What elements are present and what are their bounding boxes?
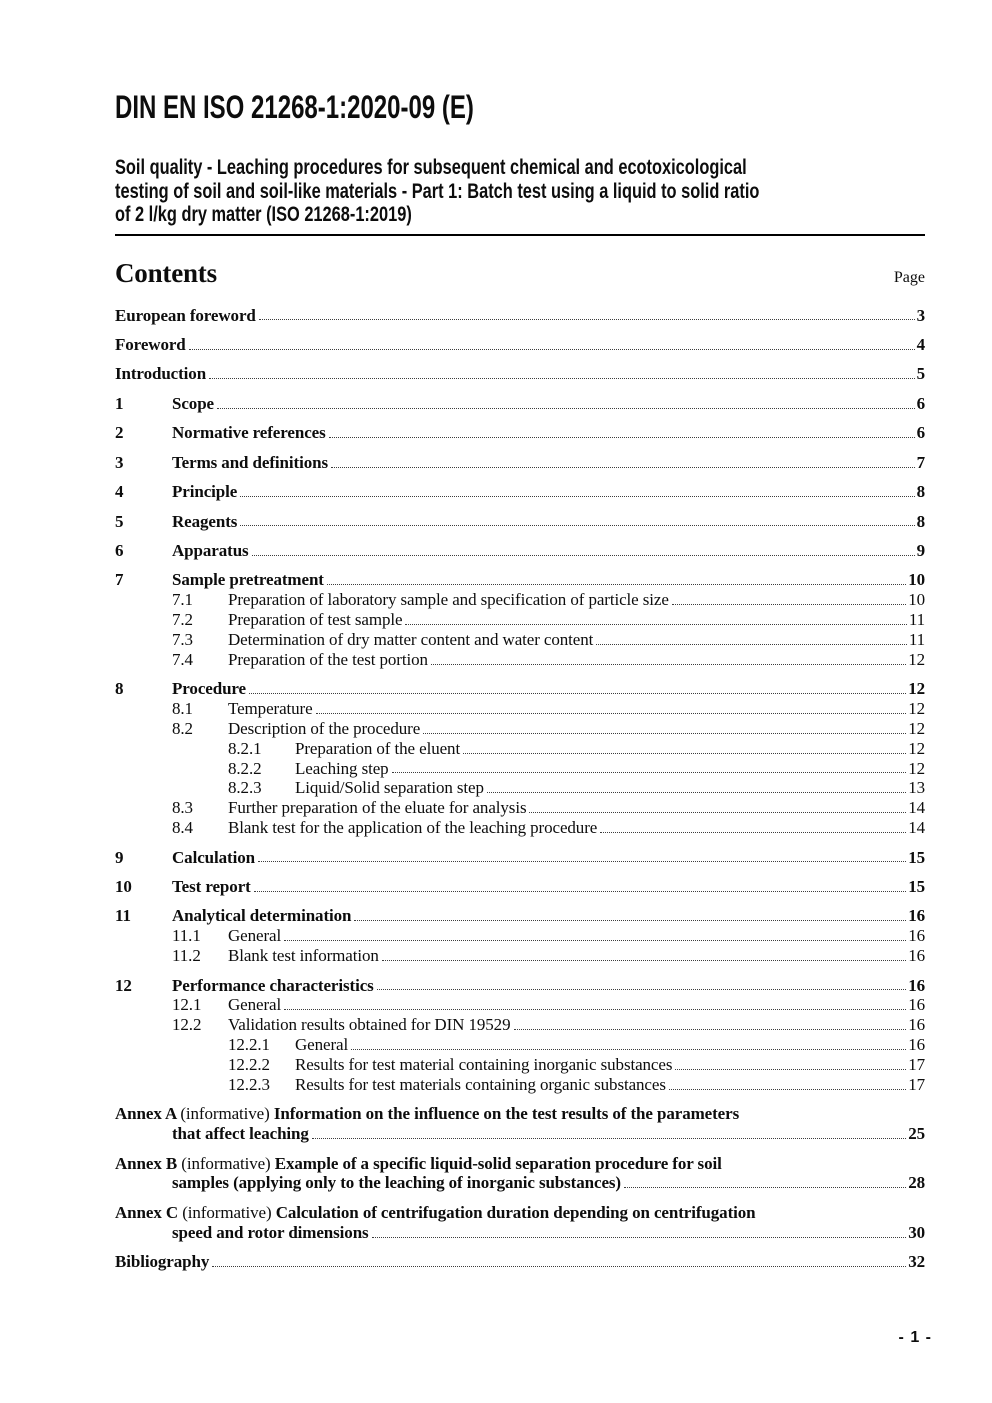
toc-number: 8.2.2 xyxy=(228,758,262,778)
dot-leader xyxy=(209,378,915,379)
toc-number: 7.2 xyxy=(172,610,193,630)
toc-title: Preparation of test sample xyxy=(228,610,403,630)
document-title xyxy=(115,156,925,236)
annex-continuation-line xyxy=(115,1124,925,1144)
annex-qualifier: (informative) xyxy=(182,1202,272,1222)
toc-number: 11.1 xyxy=(172,926,201,946)
dot-leader xyxy=(463,753,906,754)
annex-heading-line xyxy=(115,1104,925,1124)
toc-title: Bibliography xyxy=(115,1252,210,1272)
toc-number: 6 xyxy=(115,541,124,560)
dot-leader xyxy=(529,812,906,813)
toc-number: 11 xyxy=(115,906,131,926)
toc-title: General xyxy=(295,1035,349,1055)
toc-entry[interactable] xyxy=(115,364,925,384)
toc-title: Results for test materials containing organic substances xyxy=(295,1074,666,1094)
toc-title: Analytical determination xyxy=(172,906,352,926)
toc-entry[interactable] xyxy=(115,976,925,996)
toc-page-number: 5 xyxy=(916,364,925,384)
toc-entry-annex[interactable] xyxy=(115,1154,925,1194)
dot-leader xyxy=(382,960,906,961)
toc-entry[interactable] xyxy=(115,1055,925,1075)
toc-entry[interactable] xyxy=(115,541,925,561)
toc-number: 5 xyxy=(115,511,124,531)
toc-page-number: 12 xyxy=(908,718,925,738)
toc-title: Terms and definitions xyxy=(172,452,328,472)
dot-leader xyxy=(392,772,907,773)
toc-number: 8.4 xyxy=(172,818,193,838)
dot-leader xyxy=(624,1187,906,1188)
document-title-line-2: testing of soil and soil-like materials - Part 1: Batch test using a liquid to solid ratio xyxy=(115,179,760,203)
dot-leader xyxy=(212,1266,906,1267)
toc-entry[interactable] xyxy=(115,778,925,798)
toc-number: 10 xyxy=(115,877,132,897)
dot-leader xyxy=(284,1009,906,1010)
dot-leader xyxy=(327,584,906,585)
toc-number: 4 xyxy=(115,482,124,502)
toc-page-number: 12 xyxy=(908,738,925,758)
toc-number: 7.1 xyxy=(172,590,193,610)
toc-number: 8.3 xyxy=(172,798,193,818)
toc-number: 1 xyxy=(115,393,124,413)
toc-entry[interactable] xyxy=(115,818,925,838)
toc-page-number: 12 xyxy=(908,699,925,719)
toc-entry[interactable] xyxy=(115,610,925,630)
toc-page-number: 15 xyxy=(908,877,925,897)
toc-title: Sample pretreatment xyxy=(172,570,324,590)
toc-title: Procedure xyxy=(172,679,247,699)
toc-page-number: 6 xyxy=(916,393,925,413)
toc-title: Preparation of the eluent xyxy=(295,738,461,758)
dot-leader xyxy=(431,664,906,665)
toc-title: Blank test information xyxy=(228,946,379,966)
toc-entry[interactable] xyxy=(115,512,925,532)
toc-page-number: 16 xyxy=(908,906,925,926)
toc-title: Normative references xyxy=(172,423,326,443)
annex-heading-line xyxy=(115,1154,925,1174)
dot-leader xyxy=(331,467,915,468)
toc-number: 7 xyxy=(115,570,124,590)
contents-header xyxy=(115,258,925,289)
annex-continuation-line xyxy=(115,1223,925,1243)
toc-page-number: 16 xyxy=(908,1035,925,1055)
annex-label: Annex B xyxy=(115,1153,178,1173)
toc-entry[interactable] xyxy=(115,650,925,670)
toc-page-number: 7 xyxy=(916,452,925,472)
toc-entry-annex[interactable] xyxy=(115,1203,925,1243)
toc-page-number: 28 xyxy=(908,1173,925,1193)
toc-title: Test report xyxy=(172,877,251,897)
toc-page-number: 14 xyxy=(908,818,925,838)
dot-leader xyxy=(354,920,906,921)
toc-entry[interactable] xyxy=(115,306,925,326)
toc-title: Preparation of the test portion xyxy=(228,649,428,669)
toc-list xyxy=(115,306,925,1272)
toc-title: General xyxy=(228,926,282,946)
annex-title-line-1: Information on the influence on the test results of the parameters xyxy=(273,1104,740,1124)
toc-entry[interactable] xyxy=(115,798,925,818)
toc-page-number: 4 xyxy=(916,334,925,354)
toc-entry[interactable] xyxy=(115,453,925,473)
dot-leader xyxy=(377,989,907,990)
toc-page-number: 17 xyxy=(908,1054,925,1074)
toc-page-number: 17 xyxy=(908,1074,925,1094)
toc-page-number: 32 xyxy=(908,1252,925,1272)
annex-title-line-2: speed and rotor dimensions xyxy=(172,1222,369,1242)
document-title-line-1: Soil quality - Leaching procedures for subsequent chemical and ecotoxicological xyxy=(115,156,747,179)
annex-continuation-line xyxy=(115,1173,925,1193)
toc-title: Preparation of laboratory sample and specification of particle size xyxy=(228,590,669,610)
dot-leader xyxy=(405,624,906,625)
document-number-text: DIN EN ISO 21268-1:2020-09 (E) xyxy=(115,89,474,125)
toc-number: 11.2 xyxy=(172,946,201,966)
annex-title-line-1: Example of a specific liquid-solid separation procedure for soil xyxy=(274,1153,722,1173)
toc-title: Results for test material containing inorganic substances xyxy=(295,1054,673,1074)
annex-qualifier: (informative) xyxy=(180,1104,270,1124)
toc-page-number: 11 xyxy=(908,629,925,649)
annex-qualifier: (informative) xyxy=(181,1153,271,1173)
dot-leader xyxy=(240,496,914,497)
toc-page-number: 16 xyxy=(908,946,925,966)
toc-entry[interactable] xyxy=(115,1075,925,1095)
toc-title: Introduction xyxy=(115,364,207,384)
dot-leader xyxy=(312,1138,906,1139)
toc-entry[interactable] xyxy=(115,848,925,868)
toc-number: 8.1 xyxy=(172,699,193,719)
toc-number: 8.2 xyxy=(172,718,193,738)
toc-title: Temperature xyxy=(228,699,313,719)
toc-entry[interactable] xyxy=(115,1252,925,1272)
toc-entry-annex[interactable] xyxy=(115,1104,925,1144)
toc-entry[interactable] xyxy=(115,423,925,443)
toc-entry[interactable] xyxy=(115,995,925,1015)
toc-title: Further preparation of the eluate for analysis xyxy=(228,798,527,818)
toc-title: Foreword xyxy=(115,334,186,354)
toc-entry[interactable] xyxy=(115,926,925,946)
dot-leader xyxy=(669,1089,906,1090)
dot-leader xyxy=(596,644,907,645)
toc-title: Performance characteristics xyxy=(172,975,374,995)
toc-page-number: 16 xyxy=(908,1015,925,1035)
toc-number: 12.1 xyxy=(172,995,202,1015)
toc-number: 12.2.3 xyxy=(228,1074,270,1094)
toc-number: 8.2.3 xyxy=(228,778,262,798)
toc-entry[interactable] xyxy=(115,906,925,926)
toc-number: 8 xyxy=(115,679,124,699)
document-title-line-3: of 2 l/kg dry matter (ISO 21268-1:2019) xyxy=(115,203,412,226)
dot-leader xyxy=(351,1049,906,1050)
toc-number: 8.2.1 xyxy=(228,738,262,758)
toc-entry[interactable] xyxy=(115,759,925,779)
dot-leader xyxy=(423,733,906,734)
toc-entry[interactable] xyxy=(115,335,925,355)
toc-page-number: 8 xyxy=(916,482,925,502)
dot-leader xyxy=(672,604,906,605)
toc-title: Liquid/Solid separation step xyxy=(295,778,484,798)
dot-leader xyxy=(252,555,915,556)
toc-title: Apparatus xyxy=(172,541,249,560)
dot-leader xyxy=(259,319,915,320)
toc-entry[interactable] xyxy=(115,719,925,739)
toc-title: Leaching step xyxy=(295,758,389,778)
toc-entry[interactable] xyxy=(115,699,925,719)
annex-title-line-2: that affect leaching xyxy=(172,1124,309,1144)
toc-page-number: 11 xyxy=(908,610,925,630)
toc-page-number: 12 xyxy=(908,649,925,669)
dot-leader xyxy=(316,713,907,714)
toc-page-number: 16 xyxy=(908,926,925,946)
toc-title: Scope xyxy=(172,393,215,413)
toc-number: 7.4 xyxy=(172,649,193,669)
toc-page-number: 6 xyxy=(916,423,925,443)
toc-entry[interactable] xyxy=(115,877,925,897)
page-content xyxy=(115,0,925,1272)
toc-title: Determination of dry matter content and water content xyxy=(228,629,594,649)
dot-leader xyxy=(249,693,906,694)
annex-title-line-1: Calculation of centrifugation duration depending on centrifugation xyxy=(275,1202,756,1222)
toc-number: 7.3 xyxy=(172,629,193,649)
toc-entry[interactable] xyxy=(115,630,925,650)
toc-page-number: 10 xyxy=(908,590,925,610)
toc-number: 12.2.2 xyxy=(228,1054,270,1074)
document-number xyxy=(115,90,925,124)
annex-label: Annex A xyxy=(115,1104,177,1124)
toc-title: Reagents xyxy=(172,511,238,531)
toc-page-number: 8 xyxy=(916,511,925,531)
dot-leader xyxy=(254,891,906,892)
toc-page-number: 25 xyxy=(908,1124,925,1144)
toc-entry[interactable] xyxy=(115,946,925,966)
dot-leader xyxy=(514,1029,907,1030)
toc-number: 12.2 xyxy=(172,1015,202,1035)
toc-entry[interactable] xyxy=(115,1035,925,1055)
toc-page-number: 15 xyxy=(908,847,925,867)
toc-entry[interactable] xyxy=(115,679,925,699)
toc-page-number: 16 xyxy=(908,995,925,1015)
toc-page-number: 30 xyxy=(908,1222,925,1242)
dot-leader xyxy=(600,832,906,833)
toc-page-number: 13 xyxy=(908,778,925,798)
toc-entry[interactable] xyxy=(115,394,925,414)
toc-title: Principle xyxy=(172,482,238,502)
toc-title: General xyxy=(228,995,282,1015)
toc-title: European foreword xyxy=(115,305,256,325)
dot-leader xyxy=(240,525,914,526)
dot-leader xyxy=(329,437,915,438)
toc-page-number: 3 xyxy=(916,305,925,325)
dot-leader xyxy=(258,861,906,862)
annex-title-line-2: samples (applying only to the leaching of inorganic substances) xyxy=(172,1173,621,1193)
toc-entry[interactable] xyxy=(115,590,925,610)
toc-number: 3 xyxy=(115,452,124,472)
toc-page-number: 12 xyxy=(908,679,925,699)
toc-title: Calculation xyxy=(172,847,255,867)
dot-leader xyxy=(284,940,906,941)
annex-heading-line xyxy=(115,1203,925,1223)
toc-entry[interactable] xyxy=(115,739,925,759)
dot-leader xyxy=(372,1237,907,1238)
toc-page-number: 16 xyxy=(908,975,925,995)
toc-page-number: 9 xyxy=(916,541,925,560)
toc-number: 2 xyxy=(115,423,124,443)
dot-leader xyxy=(487,792,906,793)
footer-page-number: - 1 - xyxy=(898,1329,932,1346)
toc-page-number: 10 xyxy=(908,570,925,590)
page-column-label: Page xyxy=(893,268,925,286)
dot-leader xyxy=(217,408,915,409)
toc-title: Validation results obtained for DIN 19529 xyxy=(228,1015,511,1035)
annex-label: Annex C xyxy=(115,1202,179,1222)
toc-entry[interactable] xyxy=(115,570,925,590)
toc-entry[interactable] xyxy=(115,482,925,502)
toc-title: Description of the procedure xyxy=(228,718,421,738)
toc-title: Blank test for the application of the leaching procedure xyxy=(228,818,598,838)
toc-page-number: 12 xyxy=(908,758,925,778)
dot-leader xyxy=(675,1069,906,1070)
contents-heading: Contents xyxy=(115,257,217,288)
toc-page-number: 14 xyxy=(908,798,925,818)
toc-entry[interactable] xyxy=(115,1015,925,1035)
toc-number: 12 xyxy=(115,975,132,995)
toc-number: 12.2.1 xyxy=(228,1035,270,1055)
toc-number: 9 xyxy=(115,847,124,867)
dot-leader xyxy=(189,349,915,350)
